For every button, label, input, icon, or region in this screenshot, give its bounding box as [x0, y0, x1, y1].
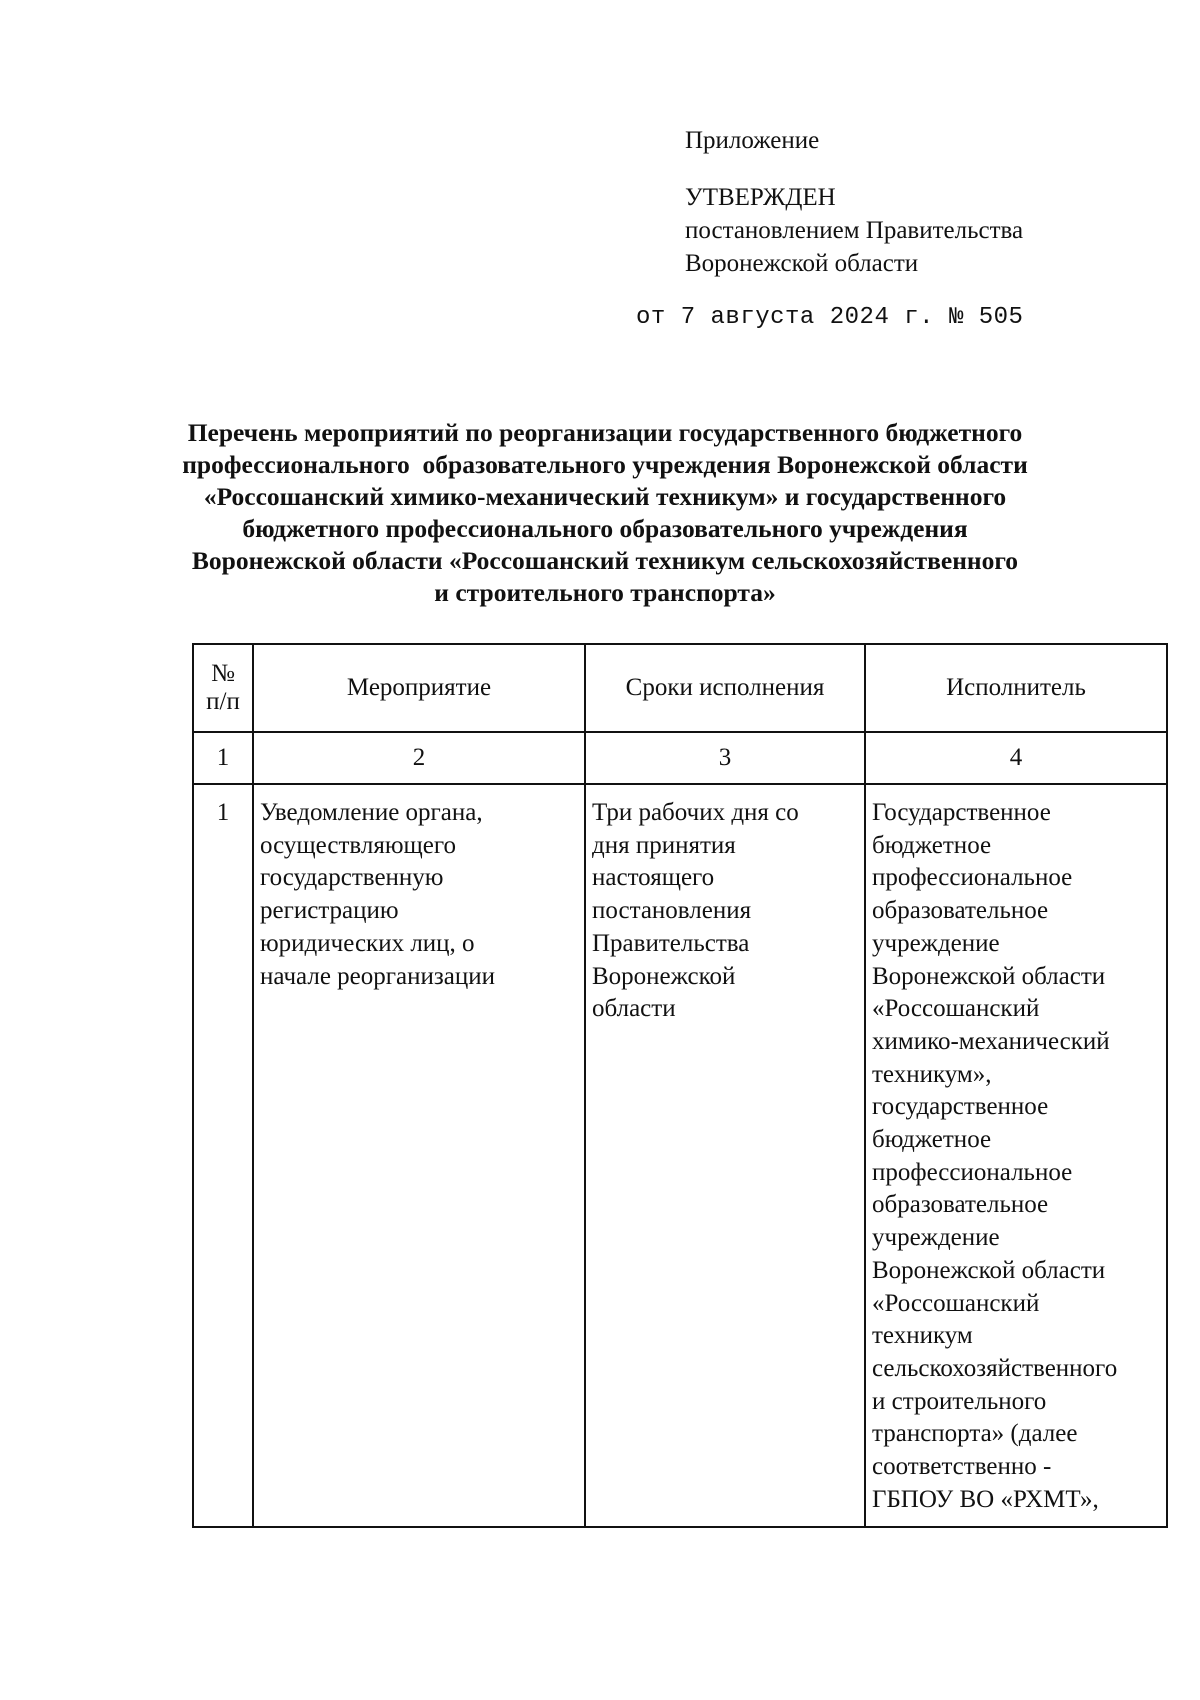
- approval-header: [685, 124, 1023, 280]
- header-number: [193, 644, 253, 732]
- header-number-abbrev: п/п: [206, 688, 240, 715]
- approved-by-line-1: постановлением Правительства: [685, 217, 1024, 244]
- table-row: [193, 784, 1167, 1527]
- title-line-4: бюджетного профессионального образовательного учреждения: [242, 514, 968, 543]
- approved-by-line-2: Воронежской области: [685, 250, 919, 277]
- column-index-cell: 2: [253, 732, 585, 784]
- header-spacer: [685, 157, 1023, 181]
- title-line-1: Перечень мероприятий по реорганизации государственного бюджетного: [187, 418, 1023, 447]
- title-line-6: и строительного транспорта»: [434, 578, 776, 607]
- row-number: 1: [193, 784, 253, 1527]
- title-line-3: «Россошанский химико-механический техникум» и государственного: [203, 482, 1007, 511]
- document-title: [170, 417, 1040, 609]
- row-deadline-text: Три рабочих дня со дня принятия настоящего постановления Правительства Воронежской области: [592, 799, 799, 1023]
- row-deadline: [585, 784, 865, 1527]
- column-index-row: [193, 732, 1167, 784]
- title-line-5: Воронежской области «Россошанский техникум сельскохозяйственного: [191, 546, 1019, 575]
- row-executor-text: Государственное бюджетное профессиональное образовательное учреждение Воронежской области «Россошанский химико-механический техникум», государственное бюджетное профессиональное образовательное учреждение Воронежской области «Россошанский техникум сельскохозяйственного и строительного транспорта» (далее соответственно - ГБПОУ ВО «РХМТ»,: [872, 799, 1118, 1513]
- measures-table: [192, 643, 1168, 1528]
- row-measure-text: Уведомление органа, осуществляющего государственную регистрацию юридических лиц, о начале реорганизации: [260, 799, 495, 990]
- row-measure: [253, 784, 585, 1527]
- column-index-cell: 1: [193, 732, 253, 784]
- appendix-label: Приложение: [685, 127, 820, 154]
- header-measure: Мероприятие: [253, 644, 585, 732]
- header-deadline: Сроки исполнения: [585, 644, 865, 732]
- column-index-cell: 4: [865, 732, 1167, 784]
- table-header-row: [193, 644, 1167, 732]
- header-executor: Исполнитель: [865, 644, 1167, 732]
- row-executor: [865, 784, 1167, 1527]
- title-line-2: профессионального образовательного учреждения Воронежской области: [182, 450, 1028, 479]
- column-index-cell: 3: [585, 732, 865, 784]
- document-date-number: от 7 августа 2024 г. № 505: [636, 304, 1024, 331]
- approved-label: УТВЕРЖДЕН: [685, 184, 836, 211]
- header-number-sign: №: [211, 660, 235, 687]
